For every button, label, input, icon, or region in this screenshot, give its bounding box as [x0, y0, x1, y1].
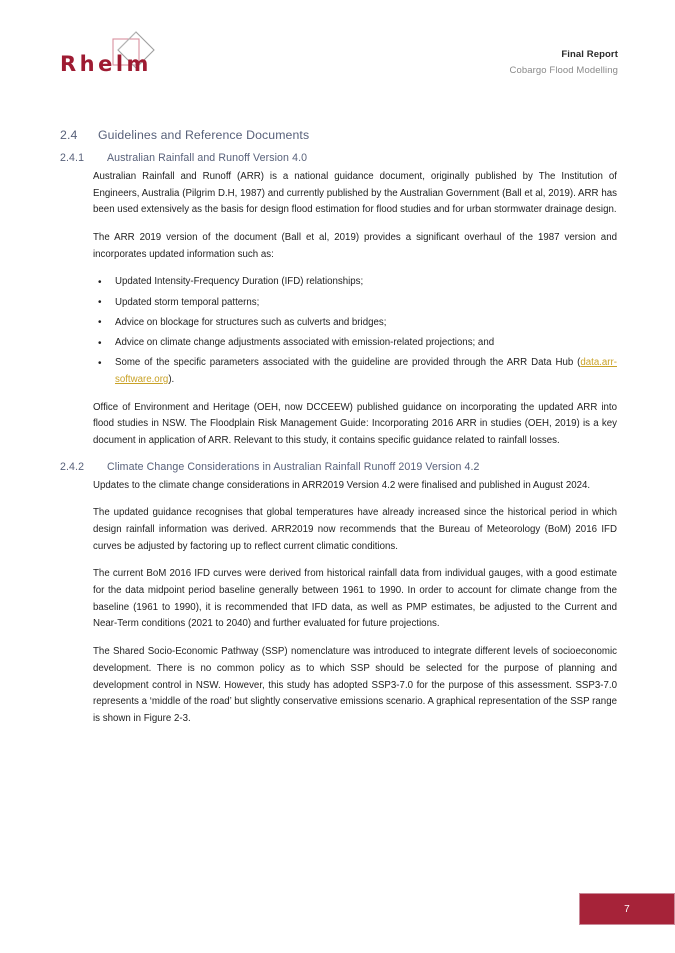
page-header	[0, 30, 675, 90]
rhelm-wordmark: Rhelm	[60, 52, 152, 76]
paragraph-241-2: The ARR 2019 version of the document (Ball et al, 2019) provides a significant overhaul of the 1987 version and incorporates updated information such as:	[93, 232, 617, 260]
list-item: • Advice on blockage for structures such as culverts and bridges;	[93, 315, 617, 332]
heading-2-4-1-title: Australian Rainfall and Runoff Version 4.0	[107, 152, 308, 164]
arr-data-hub-link[interactable]: data.arr-software.org	[115, 357, 617, 385]
header-report-info	[510, 30, 618, 78]
heading-2-4-1-number: 2.4.1	[60, 152, 85, 164]
report-title: Final Report	[561, 49, 618, 60]
list-item-text-pre: Some of the specific parameters associated with the guideline are provided through the ARR Data Hub (	[115, 357, 581, 369]
heading-2-4-number: 2.4	[60, 128, 78, 142]
heading-2-4-title: Guidelines and Reference Documents	[98, 128, 310, 142]
list-item: • Updated Intensity-Frequency Duration (IFD) relationships;	[93, 274, 617, 291]
paragraph-241-3: Office of Environment and Heritage (OEH, now DCCEEW) published guidance on incorporating the updated ARR into flood studies in NSW. The Floodplain Risk Management Guide: Incorporating 2016 ARR in studies (OEH, 2019) is a key document in application of ARR. Relevant to this study, it contains specific guidance related to rainfall losses.	[93, 401, 617, 446]
list-item-with-link	[93, 355, 617, 388]
paragraph-241-1: Australian Rainfall and Runoff (ARR) is a national guidance document, originally published by The Institution of Engineers, Australia (Pilgrim D.H, 1987) and currently published by the Australian Government (Ball et al, 2019). ARR has been used extensively as the basis for design flood estimation for flood studies and for urban stormwater drainage design.	[93, 171, 617, 216]
heading-2-4-1	[60, 152, 617, 164]
list-item-text-post: ).	[168, 373, 175, 385]
heading-2-4-2-title: Climate Change Considerations in Australian Rainfall Runoff 2019 Version 4.2	[107, 460, 480, 473]
page-number-box	[579, 893, 675, 925]
paragraph-242-3: The current BoM 2016 IFD curves were derived from historical rainfall data from individual gauges, with a good estimate for the data midpoint period baseline generally between 1961 to 1990. In order to account for climate change from the baseline (1961 to 1990), it is recommended that IFD data, as well as PMP estimates, be adjusted to the Current and Near-Term conditions (2021 to 2040) and further evaluated for future projections.	[93, 568, 617, 630]
list-item: • Updated storm temporal patterns;	[93, 295, 617, 312]
paragraph-242-4: The Shared Socio-Economic Pathway (SSP) nomenclature was introduced to integrate different levels of socioeconomic development. There is no common policy as to which SSP should be selected for the purpose of planning and development control in NSW. However, this study has adopted SSP3-7.0 for the purpose of this assessment. SSP3-7.0 represents a ‘middle of the road’ but slightly conservative emissions scenario. A graphical representation of the SSP range is shown in Figure 2-3.	[93, 646, 617, 724]
heading-2-4-2-number: 2.4.2	[60, 460, 85, 473]
report-subtitle: Cobargo Flood Modelling	[509, 64, 618, 76]
list-item: • Advice on climate change adjustments associated with emission-related projections; and	[93, 335, 617, 352]
rhelm-logo	[60, 30, 230, 86]
heading-2-4-2	[60, 461, 617, 473]
bullet-list-arr-updates	[60, 274, 617, 388]
paragraph-242-1: Updates to the climate change considerations in ARR2019 Version 4.2 were finalised and published in August 2024.	[93, 479, 591, 491]
page-content	[60, 128, 617, 739]
page-number: 7	[624, 903, 630, 915]
heading-2-4	[60, 128, 617, 142]
paragraph-242-2: The updated guidance recognises that global temperatures have already increased since the historical period in which design rainfall information was derived. ARR2019 now recommends that the Bureau of Meteorology (BoM) 2016 IFD curves be adjusted by factoring up to reflect current climatic conditions.	[93, 507, 617, 552]
